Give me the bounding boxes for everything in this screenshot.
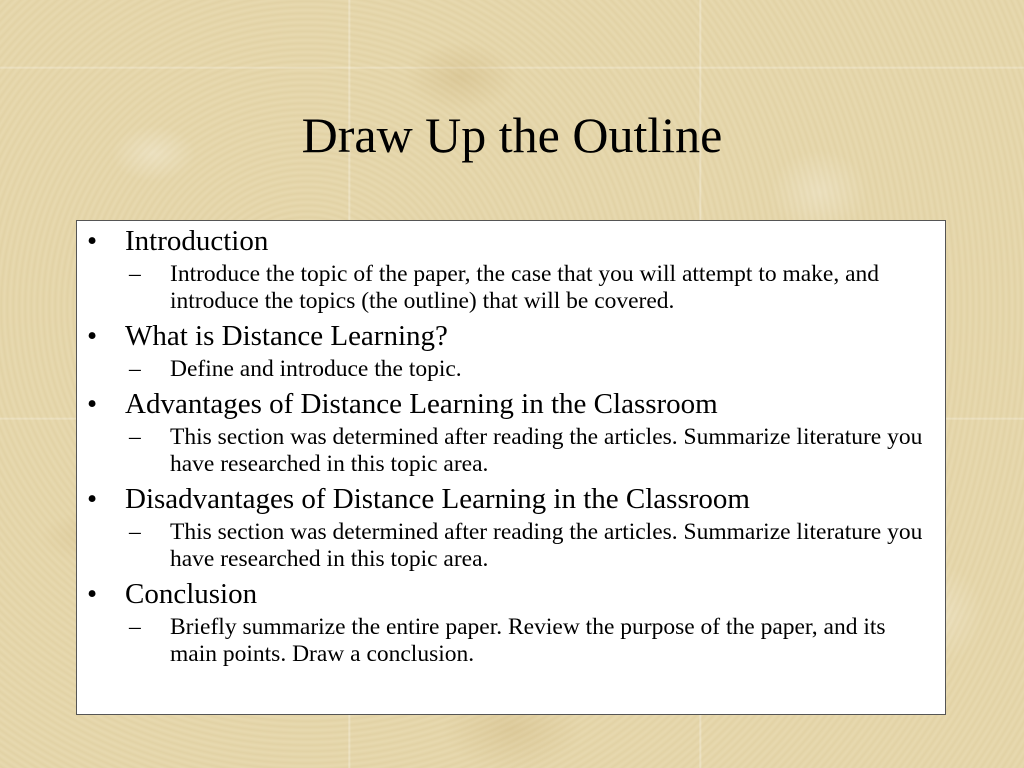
outline-content-box <box>76 220 946 715</box>
outline-item-label: What is Distance Learning? <box>125 320 448 352</box>
dash-icon: – <box>129 356 141 382</box>
dash-icon: – <box>129 614 141 640</box>
outline-item-label: Conclusion <box>125 578 258 610</box>
dash-icon: – <box>129 519 141 545</box>
sub-list <box>125 614 923 668</box>
bullet-icon: • <box>87 225 98 257</box>
sub-item-text: This section was determined after reading the articles. Summarize literature you have researched in this topic area. <box>170 519 923 572</box>
sub-item-text: Briefly summarize the entire paper. Review the purpose of the paper, and its main points. Draw a conclusion. <box>170 614 886 667</box>
sub-item <box>125 614 923 668</box>
outline-item-advantages <box>87 388 923 478</box>
outline-item-disadvantages <box>87 483 923 573</box>
dash-icon: – <box>129 261 141 287</box>
dash-icon: – <box>129 424 141 450</box>
sub-item-text: Introduce the topic of the paper, the case that you will attempt to make, and introduce the topics (the outline) that will be covered. <box>170 261 880 314</box>
sub-item-text: This section was determined after reading the articles. Summarize literature you have researched in this topic area. <box>170 424 923 477</box>
outline-item-label: Introduction <box>125 225 269 257</box>
outline-list <box>87 225 923 668</box>
outline-item-conclusion <box>87 578 923 668</box>
bullet-icon: • <box>87 388 98 420</box>
outline-item-introduction <box>87 225 923 315</box>
outline-item-label: Disadvantages of Distance Learning in the Classroom <box>125 483 750 515</box>
sub-item <box>125 519 923 573</box>
sub-item <box>125 424 923 478</box>
outline-item-what-is-distance-learning <box>87 320 923 383</box>
outline-item-label: Advantages of Distance Learning in the Classroom <box>125 388 718 420</box>
sub-item-text: Define and introduce the topic. <box>170 356 462 382</box>
sub-list <box>125 519 923 573</box>
sub-list <box>125 356 923 383</box>
bullet-icon: • <box>87 578 98 610</box>
sub-item <box>125 356 923 383</box>
bullet-icon: • <box>87 320 98 352</box>
sub-item <box>125 261 923 315</box>
bullet-icon: • <box>87 483 98 515</box>
sub-list <box>125 424 923 478</box>
sub-list <box>125 261 923 315</box>
slide-title: Draw Up the Outline <box>301 107 723 163</box>
